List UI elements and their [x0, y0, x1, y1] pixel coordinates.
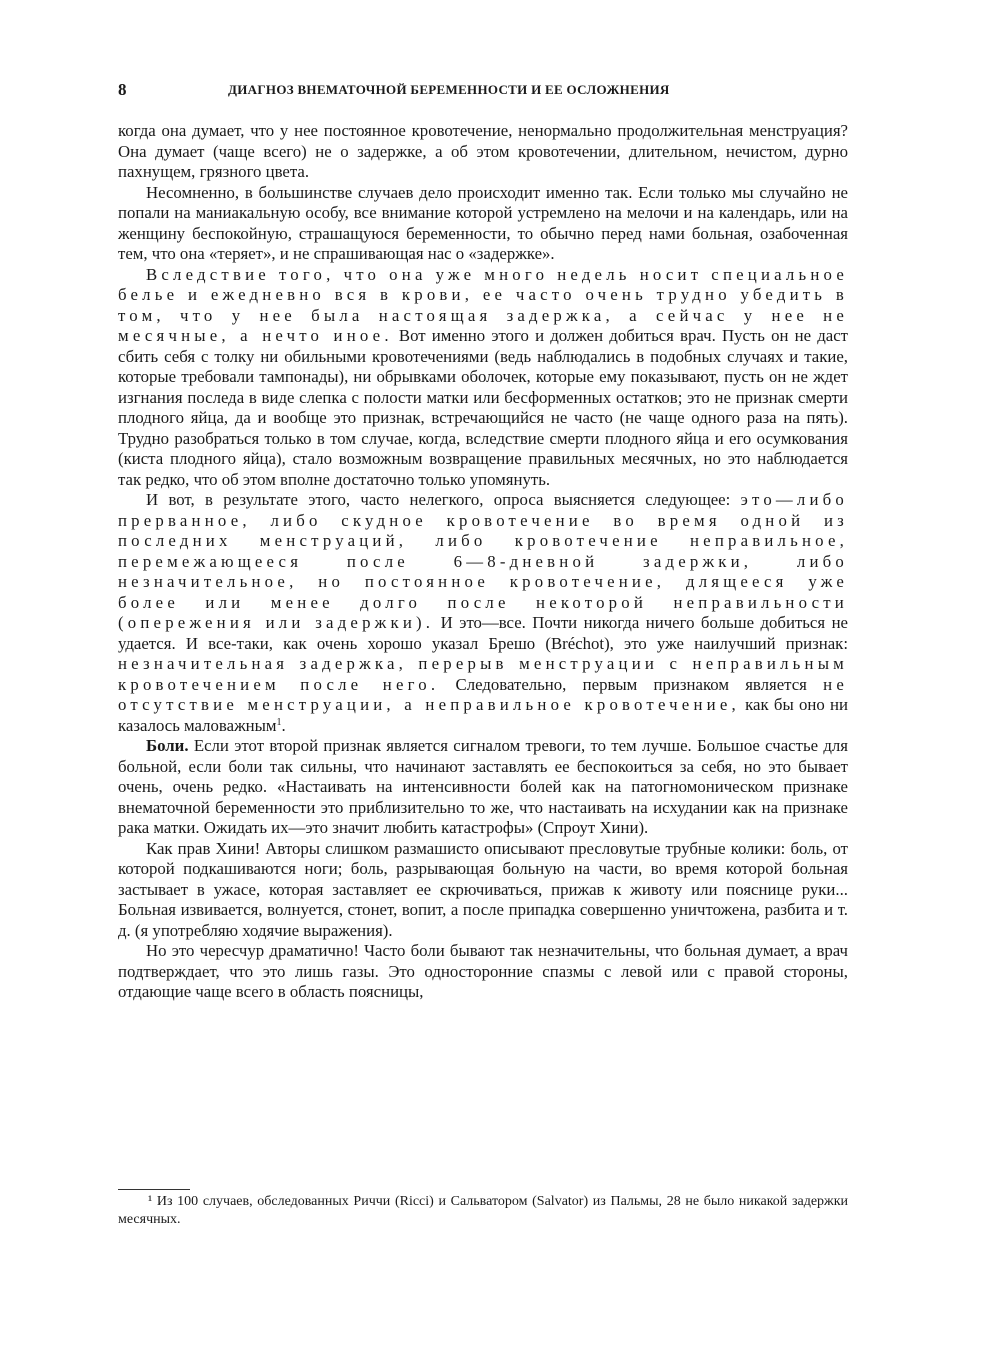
spaced-emphasis: Вследствие того, что она уже много недель носит специальное белье и ежедневно вся в крови, ее часто очень трудно убедить в том, что у нее была настоящая задержка, а сейчас у нее не месячные, а нечто иное. [118, 264, 848, 345]
paragraph-3-rest: Вот именно этого и должен добиться врач. Пусть он не даст сбить себя с толку ни обильными кровотечениями (ведь наблюдались в подобных случаях и такие, которые требовали тампонады), ни обрывками оболочек, которые ему показывают, пусть он не ждет изгнания последа в виде слепка с полости матки или бесформенных остатков; это не признак смерти плодного яйца, да и вообще это признак, встречающийся не часто (не чаще одного раза на пять). Трудно разобраться только в том случае, когда, вследствие смерти плодного яйца и его осумкования (киста плодного яйца), стало возможным возвращение правильных месячных, но это наблюдается так редко, что об этом вполне достаточно только упомянуть. [118, 326, 848, 489]
paragraph-7: Но это чересчур драматично! Часто боли бывают так незначительны, что больная думает, а врач подтверждает, что это лишь газы. Это односторонние спазмы с левой или с правой стороны, отдающие чаще всего в область поясницы, [118, 941, 848, 1001]
spaced-emphasis: незначительная задержка, перерыв менструации с неправильным кровотечением после него. [118, 654, 848, 694]
paragraph-5 [118, 736, 848, 839]
paragraph-6: Как прав Хини! Авторы слишком размашисто описывают пресловутые трубные колики: боль, от которой подкашиваются ноги; боль, разрывающая больную на части, во время которой больная застывает в ужасе, которая заставляет ее скрючиваться, прижав к животу или пояснице руки... Больная извивается, волнуется, стонет, вопит, а после припадка совершенно уничтожена, разбита и т. д. (я употребляю ходячие выражения). [118, 838, 848, 940]
running-head [118, 80, 848, 102]
page-number: 8 [118, 80, 127, 99]
paragraph-4-mid: И это—все. Почти никогда ничего больше добиться не удается. И все-таки, как очень хорошо указал Брешо (Bréchot), это уже наилучший признак: [118, 613, 848, 653]
section-heading-pain: Боли. [146, 736, 189, 755]
running-title: ДИАГНОЗ ВНЕМАТОЧНОЙ БЕРЕМЕННОСТИ И ЕЕ ОСЛОЖНЕНИЯ [228, 82, 670, 97]
footnote-marker: ¹ [148, 1194, 153, 1209]
paragraph-5-rest: Если этот второй признак является сигналом тревоги, то тем лучше. Большое счастье для больной, если боли так сильны, что начинают заставлять ее беспокоиться за себя, но это бывает очень, очень редко. «Настаивать на интенсивности болей как на патогномоническом признаке внематочной беременности это приблизительно то же, что настаивать на исхудании как на признаке рака матки. Ожидать их—это значит любить катастрофы» (Спроут Хини). [118, 736, 848, 837]
spaced-emphasis: это—либо прерванное, либо скудное кровотечение во время одной из последних менструаций, либо кровотечение неправильное, перемежающееся после 6—8-дневной задержки, либо незначительное, но постоянное кровотечение, длящееся уже более или менее долго после некоторой неправильности (опережения или задержки). [118, 490, 848, 632]
footnote-text: Из 100 случаев, обследованных Риччи (Ricci) и Сальватором (Salvator) из Пальмы, 28 не было никакой задержки месячных. [118, 1194, 848, 1227]
spaced-emphasis: не отсутствие менструации, а неправильное кровотечение, [118, 674, 849, 714]
body-text [118, 121, 848, 1003]
footnote [118, 1193, 848, 1229]
paragraph-4-mid2: Следовательно, первым признаком является [439, 674, 824, 694]
footnote-reference[interactable]: 1 [276, 716, 282, 728]
paragraph-4: И вот, в результате этого, часто нелегкого, опроса выясняется следующее: это—либо прерванное, либо скудное кровотечение во время одной из последних менструаций, либо кровотечение неправильное, перемежающееся после 6—8-дневной задержки, либо незначительное, но постоянное кровотечение, длящееся уже более или менее долго после некоторой неправильности (опережения или задержки). И это—все. Почти никогда ничего больше добиться не удается. И все-таки, как очень хорошо указал Брешо (Bréchot), это уже наилучший признак: незначительная задержка, перерыв менструации с неправильным кровотечением после него. Следовательно, первым признаком является не отсутствие менструации, а неправильное кровотечение, как бы оно ни казалось маловажным$^1$. [118, 490, 849, 735]
paragraph-4-end: как бы оно ни казалось маловажным [118, 695, 848, 735]
paragraph-4-lead: И вот, в результате этого, часто нелегкого, опроса выясняется следующее: [146, 490, 741, 509]
paragraph-3 [118, 265, 848, 491]
paragraph-2: Несомненно, в большинстве случаев дело происходит именно так. Если только мы случайно не попали на маниакальную особу, все внимание которой устремлено на мелочи и на календарь, или на женщину беспокойную, страшащуюся беременности, то обычно перед нами больная, озабоченная тем, что она «теряет», и не спрашивающая нас о «задержке». [118, 182, 848, 263]
paragraph-1: когда она думает, что у нее постоянное кровотечение, ненормально продолжительная менструация? Она думает (чаще всего) не о задержке, а об этом кровотечении, длительном, нечистом, дурно пахнущем, грязного цвета. [118, 121, 848, 181]
footnote-divider [118, 1189, 190, 1190]
